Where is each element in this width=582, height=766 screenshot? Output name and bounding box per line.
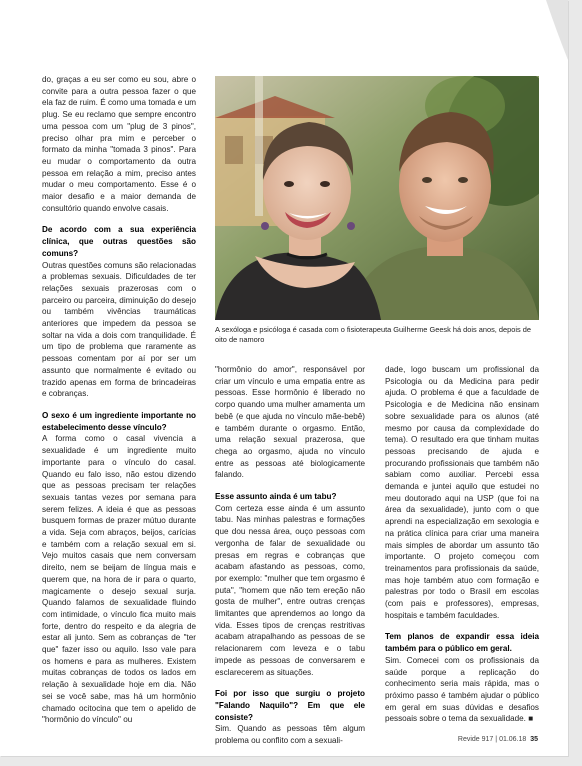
right-paragraph-2-text: Sim. Comecei com os profissionais da saúde porque a replicação do conhecimento seria mais rápida, mas o próximo passo é também ajudar o público em geral em suas dúvidas e desafios pessoais sobre o tema da sexualidade.	[385, 655, 539, 724]
middle-paragraph-1: "hormônio do amor", responsável por criar um vínculo e uma empatia entre as pessoas. Esse hormônio é liberado no corpo quando uma mulher amamenta um bebê (e que ajuda no vínculo mãe-bebê) e também durante o orgasmo. Então, uma relação sexual prazerosa, que chega ao orgasmo, ajuda no vínculo entre as pessoas até biologicamente falando.	[215, 365, 365, 480]
question-expand-public: Tem planos de expandir essa ideia também para o público em geral.	[385, 632, 539, 654]
footer-separator: |	[495, 736, 498, 743]
end-of-article-mark: ■	[528, 714, 534, 724]
issue-date: 01.06.18	[499, 736, 527, 743]
right-paragraph-1: dade, logo buscam um profissional da Psicologia ou da Medicina para pedir ajuda. O problema é que a faculdade de Psicologia e de Medicina não ensinam sobre sexualidade para os alunos (até mesmo por causa da complexidade do tema). O resultado era que tinham muitas pessoas precisando de ajuda e procurando profissionais que também não sabiam como auxiliar. Percebi essa demanda e juntei aquilo que estudei no meu doutorado aqui na USP (que foi na área da sexualidade), junto com o que aprendi na especialização em sexologia e na prática clínica para criar uma maneira mais simples de abordar um assunto tão importante. O projeto começou com treinamentos para profissionais da saúde, mas hoje também atuo com formação e palestras por todo o Brasil em escolas (com pais e professores), empresas, hospitais e também faculdades.	[385, 365, 539, 620]
left-paragraph-1: do, graças a eu ser como eu sou, abre o convite para a outra pessoa fazer o que ela faz de ruim. É como uma tomada e um plug. Se eu reclamo que sempre encontro uma pessoa com um "plug de 3 pinos", preciso olhar pra mim e perceber o formato da minha "tomada 3 pinos". Para eu mudar o comportamento da outra pessoa em relação a mim, preciso antes mudar o meu comportamento. Esse é o maior desafio e a maior demanda de consultório quando envolve casais.	[42, 75, 196, 213]
left-paragraph-3: A forma como o casal vivencia a sexualidade é um ingrediente muito importante para o vínculo do casal. Quando eu falo isso, não estou dizendo que as pessoas precisam ter relações sexuais tantas vezes por semana para serem felizes. A ideia é que as pessoas busquem formas de prazer mútuo durante a vida. Seja com abraços, beijos, carícias e também com a relação sexual em si. Vejo muitos casais que nem conversam direito, nem se beijam de língua mais e querem que, na hora de ir para o quarto, magicamente o desejo sexual surja. Quando falamos de sexualidade fluindo com intimidade, o vínculo fica muito mais forte, dentro do respeito e da alegria de estar ali junto. Sem as cobranças de "ter que" fazer isso ou aquilo. Isso vale para os homens e para as mulheres. Existem muitas cobranças de todos os lados em relação à sexualidade hoje em dia. Não sei se você sabe, mas há um hormônio chamado ocitocina que tem o apelido de "hormônio do vínculo" ou	[42, 434, 196, 725]
photo-caption: A sexóloga e psicóloga é casada com o fisioterapeuta Guilherme Geesk há dois anos, depois de oito de namoro	[215, 325, 531, 344]
page-number: 35	[530, 736, 538, 743]
right-paragraph-2	[385, 655, 539, 725]
question-taboo: Esse assunto ainda é um tabu?	[215, 492, 337, 502]
middle-paragraph-3: Sim. Quando as pessoas têm algum problema ou conflito com a sexuali-	[215, 724, 365, 746]
question-other-issues: De acordo com a sua experiência clínica, que outras questões são comuns?	[42, 225, 196, 258]
middle-column	[215, 364, 365, 747]
question-sex-ingredient: O sexo é um ingrediente importante no estabelecimento desse vínculo?	[42, 410, 196, 432]
page-fold-shadow	[546, 0, 568, 60]
middle-paragraph-2: Com certeza esse ainda é um assunto tabu. Nas minhas palestras e formações que dou nessa área, ouço pessoas com vergonha de falar de sexualidade ou presas em regras e cobranças que acabam afastando as pessoas, como, por exemplo: "mulher que tem orgasmo é puta", "homem que não tem ereção não gosta de mulher", entre outras crenças limitantes que aprendemos ao longo da vida. Esses tipos de crenças restritivas acabam atrapalhando as pessoas de se relacionarem com leveza e o tabu impede as pessoas de conversarem e esclarecerem as situações.	[215, 503, 365, 677]
right-column	[385, 364, 539, 725]
magazine-issue: Revide 917	[457, 736, 494, 743]
couple-photo	[215, 76, 539, 320]
page-footer	[458, 736, 538, 743]
left-column	[42, 74, 196, 726]
left-paragraph-2: Outras questões comuns são relacionadas a problemas sexuais. Dificuldades de ter relações sexuais prazerosas com o parceiro ou parceira, diminuição do desejo ou também vivências traumáticas anteriores que impedem da pessoa se soltar na vida a dois com tranquilidade. É um tipo de problema que raramente as pessoas comentam por aí por ser um assunto que normalmente é evitado ou trazido apenas em forma de brincadeiras e cobranças.	[42, 260, 197, 399]
couple-photo-illustration	[215, 76, 539, 320]
question-falando-naquilo: Foi por isso que surgiu o projeto "Falando Naquilo"? Em que ele consiste?	[215, 689, 365, 722]
